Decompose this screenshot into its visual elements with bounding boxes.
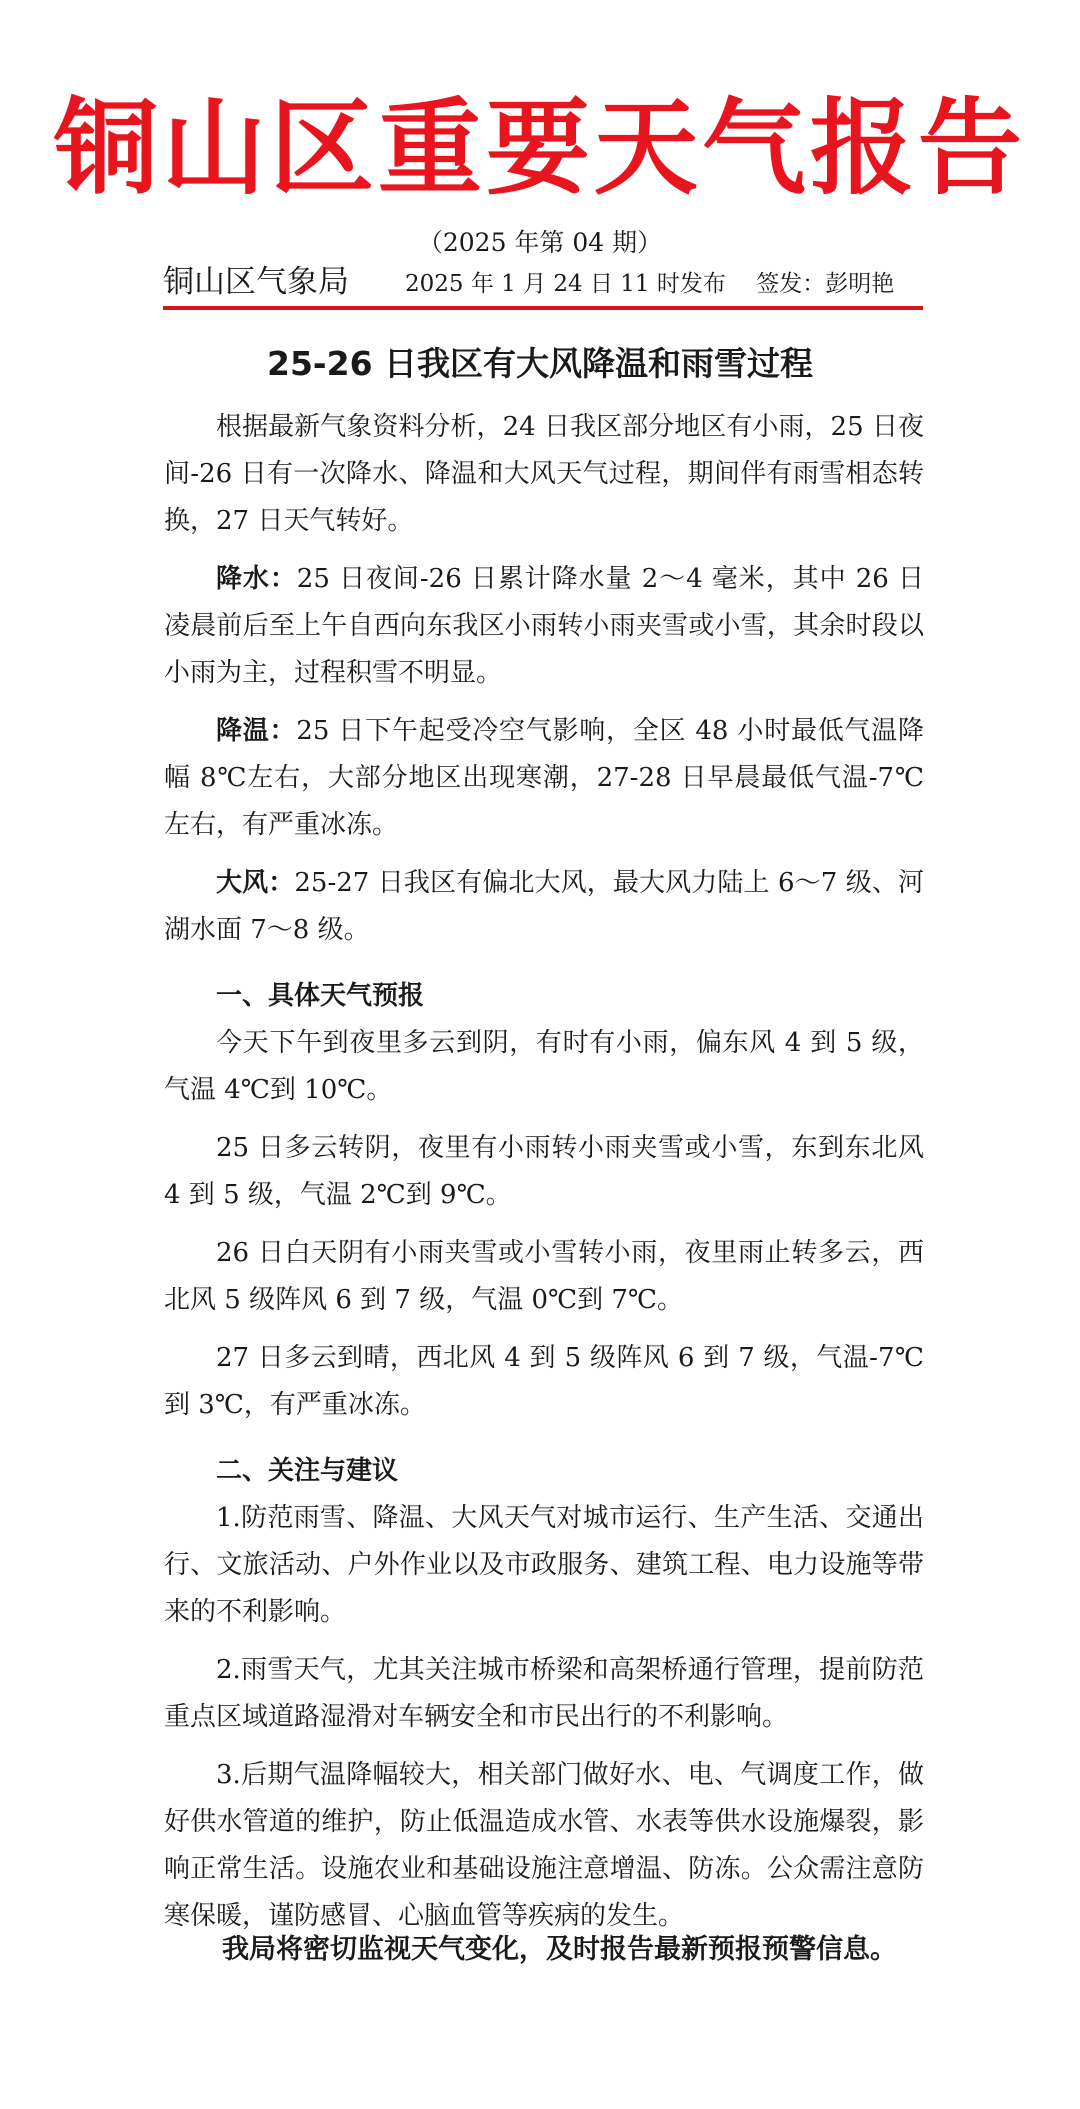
forecast-paragraph-25: 25 日多云转阴，夜里有小雨转小雨夹雪或小雪，东到东北风 4 到 5 级，气温 2℃到 9℃。 xyxy=(164,1133,924,1210)
issue-number: （2025 年第 04 期） xyxy=(417,228,663,257)
advice-item-1: 1.防范雨雪、降温、大风天气对城市运行、生产生活、交通出行、文旅活动、户外作业以及市政服务、建筑工程、电力设施等带来的不利影响。 xyxy=(164,1503,924,1627)
forecast-paragraph-today: 今天下午到夜里多云到阴，有时有小雨，偏东风 4 到 5 级，气温 4℃到 10℃。 xyxy=(164,1028,924,1105)
issuing-agency: 铜山区气象局 xyxy=(163,264,349,300)
report-body xyxy=(164,404,924,1940)
publish-info: 2025 年 1 月 24 日 11 时发布 签发：彭明艳 xyxy=(405,271,895,297)
cooling-label: 降温： xyxy=(216,716,297,746)
advice-heading: 二、关注与建议 xyxy=(216,1456,399,1486)
cooling-text: 25 日下午起受冷空气影响，全区 48 小时最低气温降幅 8℃左右，大部分地区出现寒潮，27-28 日早晨最低气温-7℃左右，有严重冰冻。 xyxy=(164,716,924,840)
precipitation-text: 25 日夜间-26 日累计降水量 2～4 毫米，其中 26 日凌晨前后至上午自西向东我区小雨转小雨夹雪或小雪，其余时段以小雨为主，过程积雪不明显。 xyxy=(164,564,924,688)
report-headline: 25-26 日我区有大风降温和雨雪过程 xyxy=(266,344,814,383)
intro-paragraph: 根据最新气象资料分析，24 日我区部分地区有小雨，25 日夜间-26 日有一次降水、降温和大风天气过程，期间伴有雨雪相态转换，27 日天气转好。 xyxy=(164,412,924,536)
report-masthead-title: 铜山区重要天气报告 xyxy=(53,87,1026,209)
forecast-paragraph-27: 27 日多云到晴，西北风 4 到 5 级阵风 6 到 7 级，气温-7℃到 3℃，有严重冰冻。 xyxy=(164,1343,924,1420)
issuer-row xyxy=(163,262,923,302)
precipitation-label: 降水： xyxy=(216,564,297,594)
closing-statement: 我局将密切监视天气变化，及时报告最新预报预警信息。 xyxy=(222,1934,897,1965)
advice-item-3: 3.后期气温降幅较大，相关部门做好水、电、气调度工作，做好供水管道的维护，防止低温造成水管、水表等供水设施爆裂，影响正常生活。设施农业和基础设施注意增温、防冻。公众需注意防寒保暖，谨防感冒、心脑血管等疾病的发生。 xyxy=(164,1760,924,1931)
wind-text: 25-27 日我区有偏北大风，最大风力陆上 6～7 级、河湖水面 7～8 级。 xyxy=(164,868,924,945)
wind-paragraph xyxy=(164,860,924,954)
red-divider-line xyxy=(163,306,923,310)
wind-label: 大风： xyxy=(216,868,295,898)
cooling-paragraph xyxy=(164,708,924,849)
forecast-heading: 一、具体天气预报 xyxy=(216,981,425,1011)
precipitation-paragraph xyxy=(164,556,924,697)
forecast-paragraph-26: 26 日白天阴有小雨夹雪或小雪转小雨，夜里雨止转多云，西北风 5 级阵风 6 到 7 级，气温 0℃到 7℃。 xyxy=(164,1238,924,1315)
advice-item-2: 2.雨雪天气，尤其关注城市桥梁和高架桥通行管理，提前防范重点区域道路湿滑对车辆安全和市民出行的不利影响。 xyxy=(164,1655,924,1732)
